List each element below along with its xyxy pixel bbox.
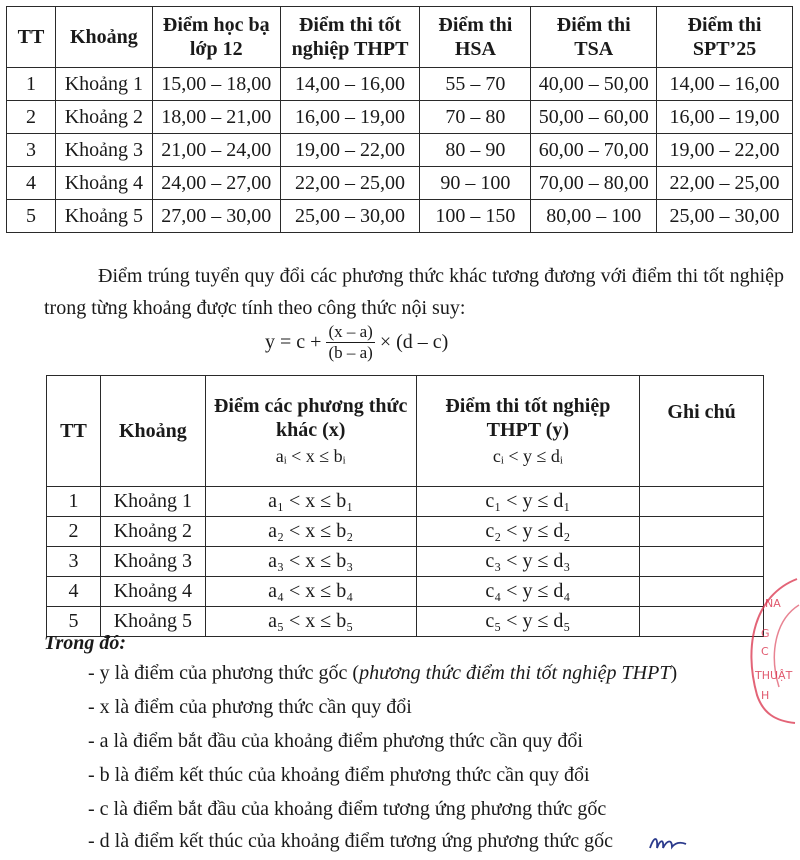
cell-tt: 2 xyxy=(47,517,101,547)
cell-tt: 1 xyxy=(7,68,56,101)
table-row xyxy=(47,487,764,517)
table-row xyxy=(47,517,764,547)
cell-tsa: 70,00 – 80,00 xyxy=(531,167,657,200)
cell-hsa: 90 – 100 xyxy=(420,167,531,200)
cell-tsa: 80,00 – 100 xyxy=(531,200,657,233)
cell-note xyxy=(640,517,764,547)
cell-y-range: c₅ < y ≤ d₅ xyxy=(416,607,640,637)
header-spt: Điểm thi SPT’25 xyxy=(657,7,793,68)
cell-tsa: 60,00 – 70,00 xyxy=(531,134,657,167)
cell-tt: 1 xyxy=(47,487,101,517)
cell-y-range: c₃ < y ≤ d₃ xyxy=(416,547,640,577)
table-row xyxy=(47,577,764,607)
header-x: Điểm các phương thức khác (x) aᵢ < x ≤ bᵢ xyxy=(205,376,416,487)
cell-hoc-ba: 18,00 – 21,00 xyxy=(152,101,280,134)
cell-thpt: 25,00 – 30,00 xyxy=(280,200,420,233)
list-item: - a là điểm bắt đầu của khoảng điểm phương thức cần quy đổi xyxy=(88,730,583,752)
header-khoang: Khoảng xyxy=(55,7,152,68)
cell-hsa: 70 – 80 xyxy=(420,101,531,134)
header-tsa: Điểm thi TSA xyxy=(531,7,657,68)
cell-spt: 14,00 – 16,00 xyxy=(657,68,793,101)
list-item: - c là điểm bắt đầu của khoảng điểm tương ứng phương thức gốc xyxy=(88,798,607,820)
list-item: - b là điểm kết thúc của khoảng điểm phương thức cần quy đổi xyxy=(88,764,590,786)
cell-tt: 3 xyxy=(47,547,101,577)
cell-khoang: Khoảng 1 xyxy=(100,487,205,517)
cell-tsa: 50,00 – 60,00 xyxy=(531,101,657,134)
cell-thpt: 22,00 – 25,00 xyxy=(280,167,420,200)
cell-tt: 4 xyxy=(7,167,56,200)
cell-tt: 3 xyxy=(7,134,56,167)
cell-x-range: a₅ < x ≤ b₅ xyxy=(205,607,416,637)
cell-thpt: 16,00 – 19,00 xyxy=(280,101,420,134)
cell-khoang: Khoảng 5 xyxy=(55,200,152,233)
header-note: Ghi chú xyxy=(640,376,764,487)
header-hoc-ba: Điểm học bạ lớp 12 xyxy=(152,7,280,68)
official-stamp-icon xyxy=(735,575,800,725)
header-y: Điểm thi tốt nghiệp THPT (y) cᵢ < y ≤ dᵢ xyxy=(416,376,640,487)
cell-hsa: 55 – 70 xyxy=(420,68,531,101)
cell-hoc-ba: 15,00 – 18,00 xyxy=(152,68,280,101)
cell-y-range: c₂ < y ≤ d₂ xyxy=(416,517,640,547)
cell-x-range: a₃ < x ≤ b₃ xyxy=(205,547,416,577)
formula-numerator: (x – a) xyxy=(328,322,373,341)
table-row xyxy=(7,68,793,101)
formula-denominator: (b – a) xyxy=(328,343,373,362)
cell-spt: 22,00 – 25,00 xyxy=(657,167,793,200)
svg-text:C: C xyxy=(761,645,769,658)
list-item: - x là điểm của phương thức cần quy đổi xyxy=(88,696,412,718)
header-tt: TT xyxy=(47,376,101,487)
cell-y-range: c₁ < y ≤ d₁ xyxy=(416,487,640,517)
table-row xyxy=(7,200,793,233)
cell-tt: 4 xyxy=(47,577,101,607)
signature-icon xyxy=(648,830,688,854)
cell-khoang: Khoảng 3 xyxy=(55,134,152,167)
cell-thpt: 14,00 – 16,00 xyxy=(280,68,420,101)
cell-hoc-ba: 21,00 – 24,00 xyxy=(152,134,280,167)
interpolation-paragraph: Điểm trúng tuyển quy đổi các phương thức khác tương đương với điểm thi tốt nghiệp trong từng khoảng được tính theo công thức nội suy: xyxy=(44,265,784,319)
svg-text:NA: NA xyxy=(765,597,781,610)
formula-rhs: × (d – c) xyxy=(379,331,449,353)
list-item: - y là điểm của phương thức gốc (phương thức điểm thi tốt nghiệp THPT) xyxy=(88,662,678,684)
header-hsa: Điểm thi HSA xyxy=(420,7,531,68)
cell-khoang: Khoảng 2 xyxy=(100,517,205,547)
where-title: Trong đó: xyxy=(44,632,127,654)
header-khoang: Khoảng xyxy=(100,376,205,487)
cell-hoc-ba: 27,00 – 30,00 xyxy=(152,200,280,233)
cell-tt: 5 xyxy=(7,200,56,233)
cell-tsa: 40,00 – 50,00 xyxy=(531,68,657,101)
score-range-table xyxy=(6,6,793,233)
cell-y-range: c₄ < y ≤ d₄ xyxy=(416,577,640,607)
interpolation-header-row xyxy=(47,376,764,487)
table-row xyxy=(7,134,793,167)
table-row xyxy=(7,167,793,200)
cell-tt: 5 xyxy=(47,607,101,637)
header-thpt: Điểm thi tốt nghiệp THPT xyxy=(280,7,420,68)
cell-x-range: a₄ < x ≤ b₄ xyxy=(205,577,416,607)
score-range-header-row xyxy=(7,7,793,68)
svg-text:THUẬT: THUẬT xyxy=(755,669,793,682)
formula-fraction xyxy=(326,322,374,363)
cell-khoang: Khoảng 1 xyxy=(55,68,152,101)
table-row xyxy=(47,547,764,577)
list-item: - d là điểm kết thúc của khoảng điểm tương ứng phương thức gốc xyxy=(88,830,613,852)
interpolation-table xyxy=(46,375,764,637)
cell-khoang: Khoảng 3 xyxy=(100,547,205,577)
cell-tt: 2 xyxy=(7,101,56,134)
cell-thpt: 19,00 – 22,00 xyxy=(280,134,420,167)
cell-hsa: 80 – 90 xyxy=(420,134,531,167)
cell-x-range: a₁ < x ≤ b₁ xyxy=(205,487,416,517)
cell-spt: 25,00 – 30,00 xyxy=(657,200,793,233)
svg-text:H: H xyxy=(761,689,770,702)
cell-khoang: Khoảng 4 xyxy=(55,167,152,200)
cell-spt: 19,00 – 22,00 xyxy=(657,134,793,167)
interpolation-formula xyxy=(265,322,448,363)
cell-khoang: Khoảng 5 xyxy=(100,607,205,637)
cell-x-range: a₂ < x ≤ b₂ xyxy=(205,517,416,547)
table-row xyxy=(7,101,793,134)
cell-spt: 16,00 – 19,00 xyxy=(657,101,793,134)
cell-khoang: Khoảng 2 xyxy=(55,101,152,134)
formula-lhs: y = c + xyxy=(265,331,322,353)
cell-hoc-ba: 24,00 – 27,00 xyxy=(152,167,280,200)
svg-text:G: G xyxy=(761,627,770,640)
cell-note xyxy=(640,487,764,517)
table-row xyxy=(47,607,764,637)
header-tt: TT xyxy=(7,7,56,68)
cell-hsa: 100 – 150 xyxy=(420,200,531,233)
cell-khoang: Khoảng 4 xyxy=(100,577,205,607)
cell-note xyxy=(640,547,764,577)
